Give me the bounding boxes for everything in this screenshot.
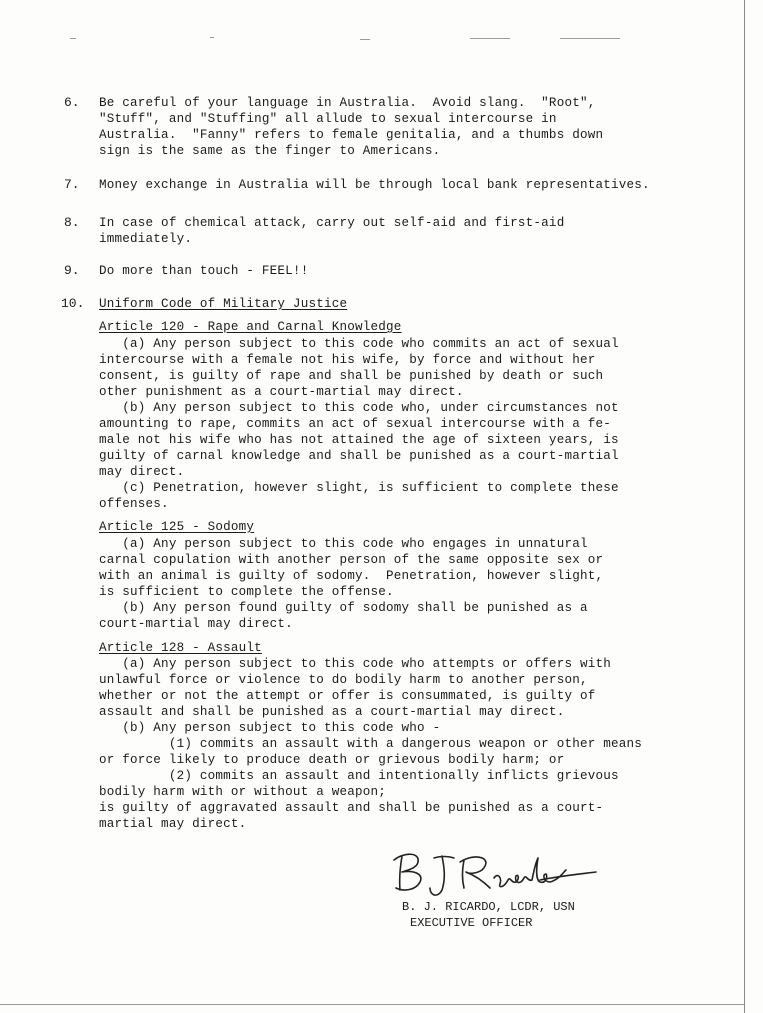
- page-edge-bottom: [0, 1004, 744, 1005]
- article-line: martial may direct.: [99, 817, 247, 831]
- article-line: (b) Any person subject to this code who -: [99, 721, 441, 735]
- article-line: intercourse with a female not his wife, by force and without her: [99, 353, 596, 367]
- article-heading: Article 125 - Sodomy: [99, 520, 255, 534]
- article-line: bodily harm with or without a weapon;: [99, 785, 387, 799]
- article-line: carnal copulation with another person of the same opposite sex or: [99, 553, 604, 567]
- item-line: In case of chemical attack, carry out self-aid and first-aid: [99, 216, 565, 230]
- section-heading: Uniform Code of Military Justice: [99, 297, 348, 311]
- scan-speck: [210, 37, 214, 38]
- article-line: court-martial may direct.: [99, 617, 293, 631]
- article-line: with an animal is guilty of sodomy. Penetration, however slight,: [99, 569, 604, 583]
- item-number: 9.: [64, 263, 80, 278]
- article-line: (1) commits an assault with a dangerous weapon or other means: [99, 737, 643, 751]
- article-line: assault and shall be punished as a court-martial may direct.: [99, 705, 565, 719]
- scan-speck: [560, 38, 620, 39]
- article-line: (a) Any person subject to this code who commits an act of sexual: [99, 337, 619, 351]
- article-line: is sufficient to complete the offense.: [99, 585, 394, 599]
- article-line: (b) Any person found guilty of sodomy shall be punished as a: [99, 601, 588, 615]
- article-line: or force likely to produce death or grievous bodily harm; or: [99, 753, 565, 767]
- article-heading: Article 120 - Rape and Carnal Knowledge: [99, 320, 402, 334]
- article-line: (2) commits an assault and intentionally inflicts grievous: [99, 769, 619, 783]
- item-line: "Stuff", and "Stuffing" all allude to sexual intercourse in: [99, 112, 557, 126]
- article-line: (a) Any person subject to this code who attempts or offers with: [99, 657, 611, 671]
- article-line: whether or not the attempt or offer is consummated, is guilty of: [99, 689, 596, 703]
- article-line: other punishment as a court-martial may direct.: [99, 385, 464, 399]
- item-line: sign is the same as the finger to Americans.: [99, 144, 441, 158]
- item-number: 10.: [61, 296, 85, 311]
- item-number: 7.: [64, 177, 80, 192]
- article-line: (b) Any person subject to this code who, under circumstances not: [99, 401, 619, 415]
- article-line: is guilty of aggravated assault and shall be punished as a court-: [99, 801, 604, 815]
- article-line: unlawful force or violence to do bodily harm to another person,: [99, 673, 588, 687]
- article-line: offenses.: [99, 497, 169, 511]
- scan-speck: [470, 38, 510, 39]
- item-line: Be careful of your language in Australia. Avoid slang. "Root",: [99, 96, 596, 110]
- article-heading: Article 128 - Assault: [99, 641, 262, 655]
- signer-name: B. J. RICARDO, LCDR, USN: [402, 900, 575, 914]
- item-line: Australia. "Fanny" refers to female genitalia, and a thumbs down: [99, 128, 604, 142]
- article-line: (a) Any person subject to this code who engages in unnatural: [99, 537, 588, 551]
- scan-speck: [360, 39, 370, 40]
- article-line: amounting to rape, commits an act of sexual intercourse with a fe-: [99, 417, 611, 431]
- item-line: Do more than touch - FEEL!!: [99, 264, 309, 278]
- article-line: male not his wife who has not attained the age of sixteen years, is: [99, 433, 619, 447]
- article-line: may direct.: [99, 465, 185, 479]
- item-number: 8.: [64, 215, 80, 230]
- item-line: Money exchange in Australia will be through local bank representatives.: [99, 178, 650, 192]
- item-number: 6.: [64, 95, 80, 110]
- handwritten-signature: [390, 848, 610, 900]
- signer-title: EXECUTIVE OFFICER: [410, 916, 533, 930]
- page-edge-right: [744, 0, 745, 1013]
- article-line: consent, is guilty of rape and shall be punished by death or such: [99, 369, 604, 383]
- article-line: guilty of carnal knowledge and shall be punished as a court-martial: [99, 449, 619, 463]
- scan-speck: [70, 38, 76, 39]
- article-line: (c) Penetration, however slight, is sufficient to complete these: [99, 481, 619, 495]
- item-line: immediately.: [99, 232, 193, 246]
